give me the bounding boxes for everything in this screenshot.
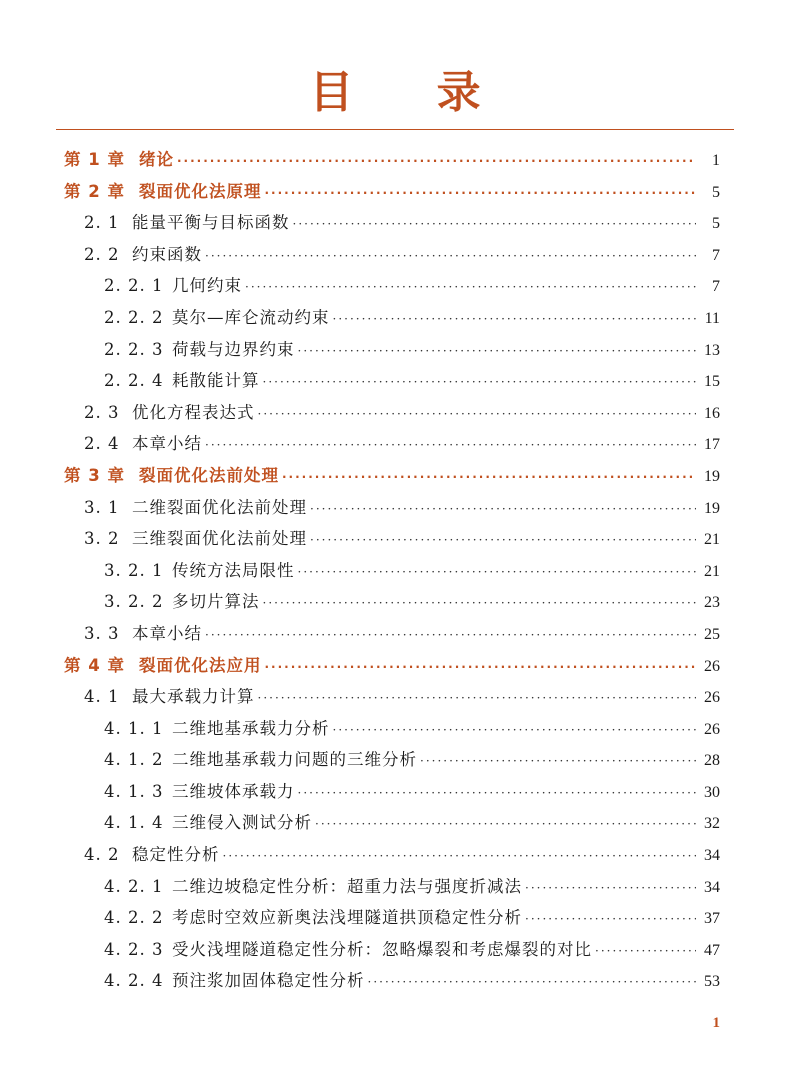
- entry-number: 第 1 章: [64, 150, 125, 169]
- dot-leader: [333, 304, 697, 336]
- entry-title: 裂面优化法应用: [139, 655, 262, 675]
- toc-section-entry: [64, 302, 720, 334]
- entry-page-number: 5: [712, 215, 720, 233]
- entry-title: 三维坡体承载力: [172, 781, 295, 801]
- entry-title: 受火浅埋隧道稳定性分析：忽略爆裂和考虑爆裂的对比: [172, 939, 592, 959]
- toc-section-entry: [64, 681, 720, 713]
- dot-leader: [315, 809, 696, 841]
- toc-section-entry: [64, 807, 720, 839]
- entry-title: 荷载与边界约束: [172, 339, 295, 359]
- entry-number: 2. 2. 2: [104, 307, 164, 327]
- entry-number: 4. 1. 1: [104, 718, 164, 738]
- dot-leader: [298, 557, 697, 589]
- dot-leader: [310, 525, 696, 557]
- toc-section-entry: [64, 744, 720, 776]
- entry-page-number: 21: [704, 531, 720, 549]
- dot-leader: [595, 936, 696, 968]
- toc-chapter-entry: [64, 176, 720, 208]
- entry-title: 绪论: [139, 150, 174, 169]
- dot-leader: [177, 146, 696, 178]
- dot-leader: [333, 715, 697, 747]
- entry-title: 裂面优化法原理: [139, 181, 262, 201]
- entry-page-number: 47: [704, 941, 720, 959]
- dot-leader: [205, 620, 696, 652]
- entry-title: 考虑时空效应新奥法浅埋隧道拱顶稳定性分析: [172, 908, 522, 928]
- entry-number: 3. 1: [84, 497, 120, 517]
- entry-number: 3. 2: [84, 529, 120, 549]
- entry-title: 多切片算法: [172, 592, 260, 612]
- entry-title: 三维侵入测试分析: [172, 813, 312, 833]
- entry-page-number: 37: [704, 910, 720, 928]
- toc-section-entry: [64, 239, 720, 271]
- dot-leader: [310, 494, 696, 526]
- entry-number: 4. 1. 4: [104, 813, 164, 833]
- entry-number: 2. 2. 4: [104, 371, 164, 391]
- entry-page-number: 25: [704, 625, 720, 643]
- entry-page-number: 32: [704, 815, 720, 833]
- dot-leader: [263, 367, 697, 399]
- toc-section-entry: [64, 270, 720, 302]
- entry-page-number: 1: [712, 152, 720, 169]
- entry-number: 4. 1: [84, 687, 120, 707]
- entry-title: 优化方程表达式: [132, 402, 255, 422]
- dot-leader: [258, 399, 697, 431]
- entry-title: 裂面优化法前处理: [139, 465, 279, 485]
- entry-number: 2. 3: [84, 402, 120, 422]
- entry-title: 预注浆加固体稳定性分析: [172, 971, 365, 991]
- dot-leader: [205, 430, 696, 462]
- entry-title: 最大承载力计算: [132, 687, 255, 707]
- toc-section-entry: [64, 586, 720, 618]
- toc-section-entry: [64, 207, 720, 239]
- toc-chapter-entry: [64, 144, 720, 176]
- toc-section-entry: [64, 839, 720, 871]
- dot-leader: [298, 778, 697, 810]
- dot-leader: [525, 873, 696, 905]
- dot-leader: [223, 841, 697, 873]
- entry-number: 4. 2. 2: [104, 908, 164, 928]
- dot-leader: [205, 241, 696, 273]
- entry-page-number: 23: [704, 594, 720, 612]
- entry-number: 2. 4: [84, 434, 120, 454]
- toc-list: [64, 144, 720, 997]
- dot-leader: [245, 272, 696, 304]
- dot-leader: [265, 178, 697, 210]
- entry-title: 二维地基承载力问题的三维分析: [172, 750, 417, 770]
- toc-section-entry: [64, 492, 720, 524]
- entry-title: 约束函数: [132, 244, 202, 264]
- entry-number: 3. 3: [84, 623, 120, 643]
- entry-number: 第 4 章: [64, 655, 125, 675]
- entry-page-number: 15: [704, 373, 720, 391]
- page-title: 目 录: [309, 67, 515, 118]
- page-number: 1: [712, 1015, 720, 1031]
- toc-section-entry: [64, 428, 720, 460]
- entry-page-number: 17: [704, 436, 720, 454]
- entry-page-number: 53: [704, 973, 720, 991]
- entry-page-number: 34: [704, 847, 720, 865]
- entry-page-number: 7: [712, 278, 720, 296]
- entry-number: 4. 1. 3: [104, 781, 164, 801]
- entry-page-number: 26: [704, 720, 720, 738]
- entry-number: 4. 2. 1: [104, 876, 164, 896]
- entry-title: 二维边坡稳定性分析：超重力法与强度折减法: [172, 876, 522, 896]
- entry-page-number: 5: [712, 183, 720, 201]
- title-rule: [56, 129, 734, 130]
- entry-page-number: 19: [704, 467, 720, 485]
- entry-title: 耗散能计算: [172, 371, 260, 391]
- entry-page-number: 16: [704, 404, 720, 422]
- toc-section-entry: [64, 555, 720, 587]
- entry-page-number: 19: [704, 499, 720, 517]
- toc-section-entry: [64, 902, 720, 934]
- entry-number: 3. 2. 2: [104, 592, 164, 612]
- dot-leader: [368, 967, 697, 999]
- entry-title: 能量平衡与目标函数: [132, 213, 290, 233]
- entry-title: 几何约束: [172, 276, 242, 296]
- entry-number: 2. 2: [84, 244, 120, 264]
- entry-number: 2. 2. 3: [104, 339, 164, 359]
- dot-leader: [420, 746, 696, 778]
- toc-section-entry: [64, 334, 720, 366]
- entry-page-number: 28: [704, 752, 720, 770]
- entry-page-number: 7: [712, 246, 720, 264]
- entry-title: 二维裂面优化法前处理: [132, 497, 307, 517]
- entry-number: 2. 2. 1: [104, 276, 164, 296]
- entry-page-number: 30: [704, 783, 720, 801]
- dot-leader: [265, 652, 697, 684]
- entry-page-number: 11: [704, 309, 720, 327]
- entry-number: 4. 2. 4: [104, 971, 164, 991]
- dot-leader: [298, 336, 697, 368]
- entry-page-number: 21: [704, 562, 720, 580]
- entry-number: 第 2 章: [64, 181, 125, 201]
- toc-section-entry: [64, 871, 720, 903]
- toc-section-entry: [64, 365, 720, 397]
- toc-section-entry: [64, 965, 720, 997]
- entry-number: 2. 1: [84, 213, 120, 233]
- entry-number: 3. 2. 1: [104, 560, 164, 580]
- toc-chapter-entry: [64, 650, 720, 682]
- toc-section-entry: [64, 713, 720, 745]
- entry-title: 莫尔—库仑流动约束: [172, 307, 330, 327]
- dot-leader: [293, 209, 697, 241]
- dot-leader: [282, 462, 696, 494]
- entry-page-number: 34: [704, 878, 720, 896]
- entry-title: 二维地基承载力分析: [172, 718, 330, 738]
- toc-section-entry: [64, 618, 720, 650]
- toc-section-entry: [64, 776, 720, 808]
- entry-number: 4. 1. 2: [104, 750, 164, 770]
- entry-number: 4. 2. 3: [104, 939, 164, 959]
- dot-leader: [263, 588, 697, 620]
- entry-title: 本章小结: [132, 623, 202, 643]
- entry-number: 4. 2: [84, 845, 120, 865]
- entry-page-number: 13: [704, 341, 720, 359]
- toc-section-entry: [64, 397, 720, 429]
- toc-section-entry: [64, 523, 720, 555]
- entry-title: 三维裂面优化法前处理: [132, 529, 307, 549]
- toc-section-entry: [64, 934, 720, 966]
- entry-title: 稳定性分析: [132, 845, 220, 865]
- dot-leader: [258, 683, 697, 715]
- entry-title: 传统方法局限性: [172, 560, 295, 580]
- entry-page-number: 26: [704, 689, 720, 707]
- toc-chapter-entry: [64, 460, 720, 492]
- entry-title: 本章小结: [132, 434, 202, 454]
- entry-number: 第 3 章: [64, 465, 125, 485]
- entry-page-number: 26: [704, 657, 720, 675]
- dot-leader: [525, 904, 696, 936]
